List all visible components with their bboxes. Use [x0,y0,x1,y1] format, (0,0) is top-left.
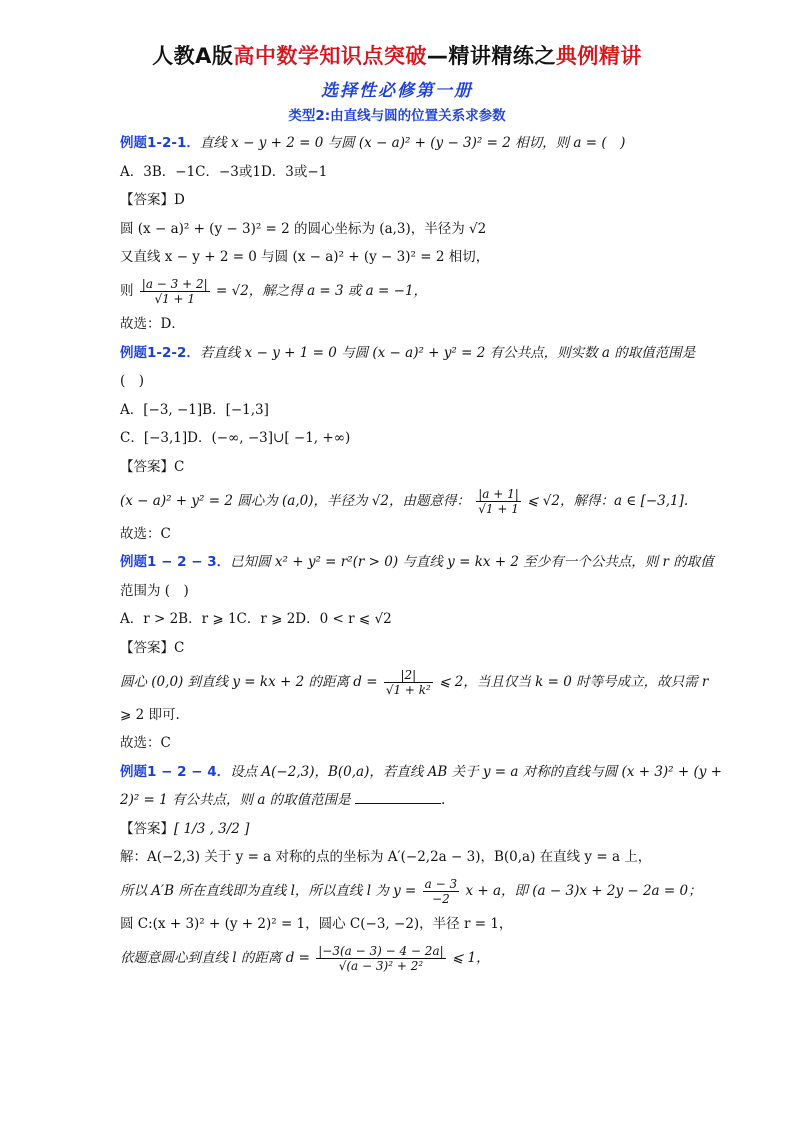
answer-blank [355,789,441,804]
title-part-2: 高中数学知识点突破 [233,44,427,68]
denominator: √1 + 1 [154,291,196,306]
solution-line: 解：A(−2,3) 关于 y = a 对称的点的坐标为 A′(−2,2a − 3)，B(0,a) 在直线 y = a 上， [120,849,652,866]
denominator: √1 + 1 [478,501,519,516]
denominator: √(a − 3)² + 2² [338,958,424,973]
text: 2)² = 1 有公共点，则 a 的取值范围是 [120,792,351,809]
page-subtitle: 选择性必修第一册 [321,81,473,101]
solution-line: 圆 C:(x + 3)² + (y + 2)² = 1，圆心 C(−3, −2)，半径 r = 1， [120,916,513,933]
question-continuation: 范围为 ( ) [120,582,189,599]
example-4-answer [120,815,680,844]
solution-line [120,482,689,520]
question-text: 设点 A(−2,3)，B(0,a)，若直线 AB 关于 y = a 对称的直线与圆 (x + 3)² + (y + [230,763,722,780]
example-label: 例题1-2-1． [120,135,200,151]
fraction [476,487,521,516]
text: 则 [120,282,134,299]
example-label: 例题1-2-2． [120,344,200,361]
solution-line [120,872,702,910]
denominator: √1 + k² [385,682,431,697]
title-part-1: 人教A版 [152,44,234,68]
example-2-options: A．[−3, −1]B．[−1,3] [120,401,269,418]
fraction [384,668,433,697]
text: 依题意圆心到直线 l 的距离 d = [120,949,310,966]
example-2-question [120,339,696,368]
page-title [0,40,794,70]
fraction [316,944,445,973]
example-3-options: A．r > 2B．r ⩾ 1C．r ⩾ 2D．0 < r ⩽ √2 [120,611,392,628]
example-1-options: A．3B．−1C．−3或1D．3或−1 [120,163,328,180]
page-header [0,40,794,101]
document-body [120,129,722,977]
solution-line [120,939,680,977]
text: (x − a)² + y² = 2 圆心为 (a,0)，半径为 √2，由题意得： [120,492,470,509]
text: 所以 A′B 所在直线即为直线 l，所以直线 l 为 y = [120,883,417,900]
solution-line [120,272,680,310]
question-text: 若直线 x − y + 1 = 0 与圆 (x − a)² + y² = 2 有公共点，则实数 a 的取值范围是 [199,344,696,361]
text: . [440,792,446,809]
text: 圆心 (0,0) 到直线 y = kx + 2 的距离 d = [120,673,378,690]
text: ⩽ 2，当且仅当 k = 0 时等号成立，故只需 r [439,673,709,690]
title-part-4: 典例精讲 [555,44,642,68]
solution-line: 又直线 x − y + 2 = 0 与圆 (x − a)² + (y − 3)² = 2 相切， [120,249,490,266]
title-part-3: —精讲精练之 [426,44,556,68]
solution-conclusion: 故选：C [120,525,171,542]
text: x + a，即 (a − 3)x + 2y − 2a = 0； [465,883,702,900]
question-bracket: ( ) [120,373,145,390]
section-title: 类型2:由直线与圆的位置关系求参数 [288,108,506,124]
text: ⩽ 1， [451,949,490,966]
denominator: −2 [432,892,450,907]
solution-conclusion: 故选：C [120,735,171,752]
solution-line: 圆 (x − a)² + (y − 3)² = 2 的圆心坐标为 (a,3)，半径为 √2 [120,220,487,237]
answer-label: 【答案】 [120,820,174,837]
question-text: 已知圆 x² + y² = r²(r > 0) 与直线 y = kx + 2 至少有一个公共点，则 r 的取值 [230,554,714,571]
text: = √2，解之得 a = 3 或 a = −1， [215,282,428,299]
numerator: |2| [384,668,433,683]
example-label: 例题1 − 2 − 3． [120,554,231,571]
numerator: |a + 1| [476,487,521,502]
numerator: |a − 3 + 2| [141,276,208,291]
solution-line [120,663,709,701]
solution-line: ⩾ 2 即可. [120,706,180,723]
question-text: 直线 x − y + 2 = 0 与圆 (x − a)² + (y − 3)² = 2 相切，则 a = ( ) [199,135,626,151]
fraction [140,277,210,306]
numerator: a − 3 [424,877,458,892]
example-2-options: C．[−3,1]D．(−∞, −3]∪[ −1, +∞) [120,430,351,447]
text: ⩽ √2，解得：a ∈ [−3,1]. [527,492,689,509]
numerator: |−3(a − 3) − 4 − 2a| [318,943,444,958]
example-1-question [120,129,680,158]
example-3-question [120,548,714,577]
example-4-question [120,758,722,787]
answer-value: [ 1/3 , 3/2 ] [174,820,250,837]
example-1-answer: 【答案】D [120,192,185,209]
solution-conclusion: 故选：D． [120,315,185,332]
question-continuation [120,786,680,815]
example-label: 例题1 − 2 − 4． [120,763,231,780]
fraction [423,877,459,906]
example-3-answer: 【答案】C [120,639,185,656]
example-2-answer: 【答案】C [120,458,185,475]
